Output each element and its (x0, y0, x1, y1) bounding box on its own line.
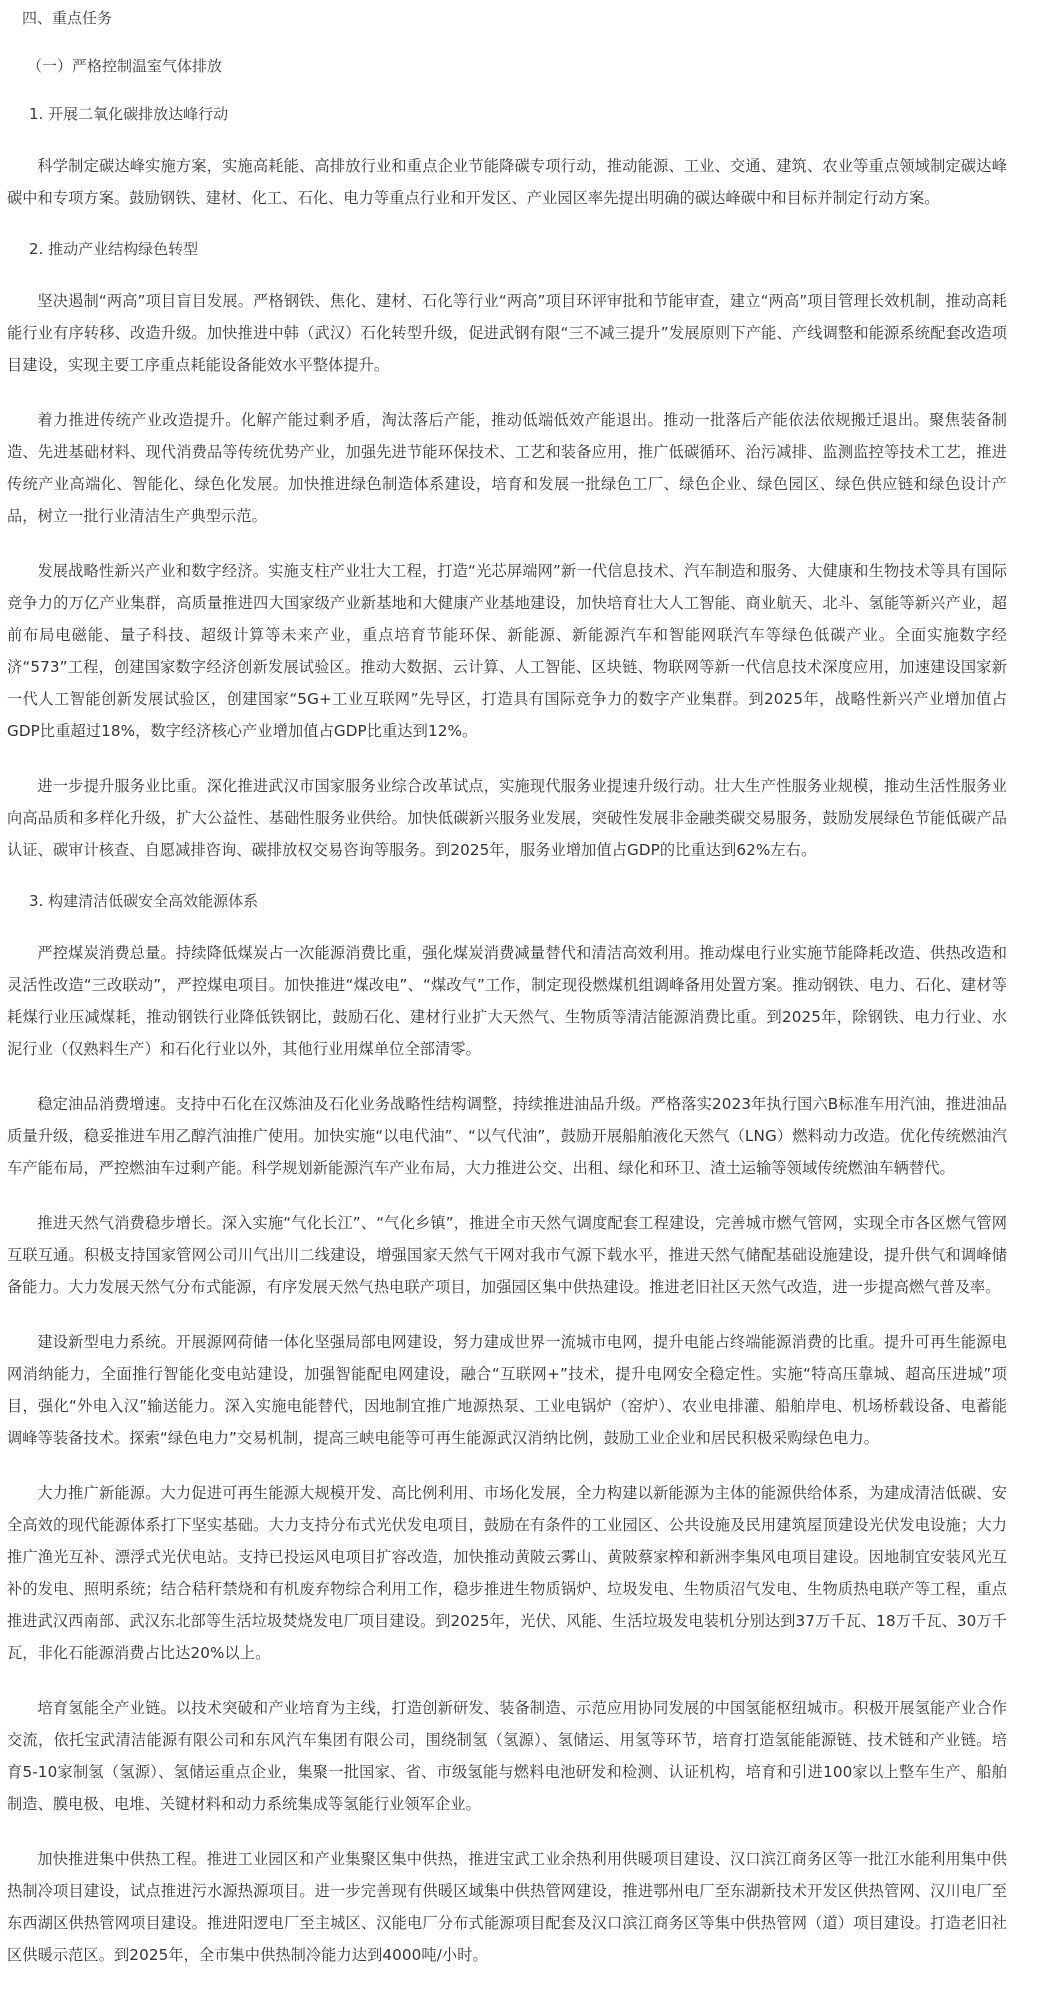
paragraph: 坚决遏制“两高”项目盲目发展。严格钢铁、焦化、建材、石化等行业“两高”项目环评审批和节能审查，建立“两高”项目管理长效机制，推动高耗能行业有序转移、改造升级。加快推进中韩（武汉）石化转型升级，促进武钢有限“三不减三提升”发展原则下产能、产线调整和能源系统配套改造项目建设，实现主要工序重点耗能设备能效水平整体提升。 (7, 292, 1007, 374)
section-title: 四、重点任务 (22, 9, 113, 27)
paragraph: 培育氢能全产业链。以技术突破和产业培育为主线，打造创新研发、装备制造、示范应用协同发展的中国氢能枢纽城市。积极开展氢能产业合作交流，依托宝武清洁能源有限公司和东风汽车集团有限公司，围绕制氢（氢源）、氢储运、用氢等环节，培育打造氢能能源链、技术链和产业链。培育5-10家制氢（氢源）、氢储运重点企业，集聚一批国家、省、市级氢能与燃料电池研发和检测、认证机构，培育和引进100家以上整车生产、船舶制造、膜电极、电堆、关键材料和动力系统集成等氢能行业领军企业。 (7, 1699, 1007, 1813)
item-title-1: 1. 开展二氧化碳排放达峰行动 (29, 105, 229, 123)
item-title-3: 3. 构建清洁低碳安全高效能源体系 (29, 892, 259, 910)
paragraph: 发展战略性新兴产业和数字经济。实施支柱产业壮大工程，打造“光芯屏端网”新一代信息技术、汽车制造和服务、大健康和生物技术等具有国际竞争力的万亿产业集群，高质量推进四大国家级产业新基地和大健康产业基地建设，加快培育壮大人工智能、商业航天、北斗、氢能等新兴产业，超前布局电磁能、量子科技、超级计算等未来产业，重点培育节能环保、新能源、新能源汽车和智能网联汽车等绿色低碳产业。全面实施数字经济“573”工程，创建国家数字经济创新发展试验区。推动大数据、云计算、人工智能、区块链、物联网等新一代信息技术深度应用，加速建设国家新一代人工智能创新发展试验区，创建国家“5G+工业互联网”先导区，打造具有国际竞争力的数字产业集群。到2025年，战略性新兴产业增加值占GDP比重超过18%，数字经济核心产业增加值占GDP比重达到12%。 (7, 562, 1007, 740)
item-title-2: 2. 推动产业结构绿色转型 (29, 240, 199, 258)
paragraph: 严控煤炭消费总量。持续降低煤炭占一次能源消费比重，强化煤炭消费减量替代和清洁高效利用。推动煤电行业实施节能降耗改造、供热改造和灵活性改造“三改联动”，严控煤电项目。加快推进“煤改电”、“煤改气”工作，制定现役燃煤机组调峰备用处置方案。推动钢铁、电力、石化、建材等耗煤行业压减煤耗，推动钢铁行业降低铁钢比，鼓励石化、建材行业扩大天然气、生物质等清洁能源消费比重。到2025年，除钢铁、电力行业、水泥行业（仅熟料生产）和石化行业以外，其他行业用煤单位全部清零。 (7, 944, 1007, 1058)
paragraph: 加快推进集中供热工程。推进工业园区和产业集聚区集中供热，推进宝武工业余热利用供暖项目建设、汉口滨江商务区等一批江水能利用集中供热制冷项目建设，试点推进污水源热源项目。进一步完善现有供暖区域集中供热管网建设，推进鄂州电厂至东湖新技术开发区供热管网、汉川电厂至东西湖区供热管网项目建设。推进阳逻电厂至主城区、汉能电厂分布式能源项目配套及汉口滨江商务区等集中供热管网（道）项目建设。打造老旧社区供暖示范区。到2025年，全市集中供热制冷能力达到4000吨/小时。 (7, 1850, 1007, 1964)
paragraph: 建设新型电力系统。开展源网荷储一体化坚强局部电网建设，努力建成世界一流城市电网，提升电能占终端能源消费的比重。提升可再生能源电网消纳能力，全面推行智能化变电站建设，加强智能配电网建设，融合“互联网+”技术，提升电网安全稳定性。实施“特高压靠城、超高压进城”项目，强化“外电入汉”输送能力。深入实施电能替代，因地制宜推广地源热泵、工业电锅炉（窑炉）、农业电排灌、船舶岸电、机场桥载设备、电蓄能调峰等装备技术。探索“绿色电力”交易机制，提高三峡电能等可再生能源武汉消纳比例，鼓励工业企业和居民积极采购绿色电力。 (7, 1333, 1007, 1447)
paragraph: 稳定油品消费增速。支持中石化在汉炼油及石化业务战略性结构调整，持续推进油品升级。严格落实2023年执行国六B标准车用汽油，推进油品质量升级，稳妥推进车用乙醇汽油推广使用。加快实施“以电代油”、“以气代油”，鼓励开展船舶液化天然气（LNG）燃料动力改造。优化传统燃油汽车产能布局，严控燃油车过剩产能。科学规划新能源汽车产业布局，大力推进公交、出租、绿化和环卫、渣土运输等领域传统燃油车辆替代。 (7, 1095, 1007, 1177)
subsection-title: （一）严格控制温室气体排放 (27, 57, 223, 75)
paragraph: 推进天然气消费稳步增长。深入实施“气化长江”、“气化乡镇”，推进全市天然气调度配套工程建设，完善城市燃气管网，实现全市各区燃气管网互联互通。积极支持国家管网公司川气出川二线建设，增强国家天然气干网对我市气源下载水平，推进天然气储配基础设施建设，提升供气和调峰储备能力。大力发展天然气分布式能源，有序发展天然气热电联产项目，加强园区集中供热建设。推进老旧社区天然气改造，进一步提高燃气普及率。 (7, 1214, 1007, 1296)
paragraph: 科学制定碳达峰实施方案，实施高耗能、高排放行业和重点企业节能降碳专项行动，推动能源、工业、交通、建筑、农业等重点领域制定碳达峰碳中和专项方案。鼓励钢铁、建材、化工、石化、电力等重点行业和开发区、产业园区率先提出明确的碳达峰碳中和目标并制定行动方案。 (7, 157, 1007, 207)
paragraph: 大力推广新能源。大力促进可再生能源大规模开发、高比例利用、市场化发展，全力构建以新能源为主体的能源供给体系，为建成清洁低碳、安全高效的现代能源体系打下坚实基础。大力支持分布式光伏发电项目，鼓励在有条件的工业园区、公共设施及民用建筑屋顶建设光伏发电设施；大力推广渔光互补、漂浮式光伏电站。支持已投运风电项目扩容改造，加快推动黄陂云雾山、黄陂蔡家榨和新洲李集风电项目建设。因地制宜安装风光互补的发电、照明系统；结合秸秆禁烧和有机废弃物综合利用工作，稳步推进生物质锅炉、垃圾发电、生物质沼气发电、生物质热电联产等工程，重点推进武汉西南部、武汉东北部等生活垃圾焚烧发电厂项目建设。到2025年，光伏、风能、生活垃圾发电装机分别达到37万千瓦、18万千瓦、30万千瓦，非化石能源消费占比达20%以上。 (7, 1484, 1007, 1662)
paragraph: 进一步提升服务业比重。深化推进武汉市国家服务业综合改革试点，实施现代服务业提速升级行动。壮大生产性服务业规模，推动生活性服务业向高品质和多样化升级，扩大公益性、基础性服务业供给。加快低碳新兴服务业发展，突破性发展非金融类碳交易服务，鼓励发展绿色节能低碳产品认证、碳审计核查、自愿减排咨询、碳排放权交易咨询等服务。到2025年，服务业增加值占GDP的比重达到62%左右。 (7, 777, 1007, 859)
paragraph: 着力推进传统产业改造提升。化解产能过剩矛盾，淘汰落后产能，推动低端低效产能退出。推动一批落后产能依法依规搬迁退出。聚焦装备制造、先进基础材料、现代消费品等传统优势产业，加强先进节能环保技术、工艺和装备应用，推广低碳循环、治污减排、监测监控等技术工艺，推进传统产业高端化、智能化、绿色化发展。加快推进绿色制造体系建设，培育和发展一批绿色工厂、绿色企业、绿色园区、绿色供应链和绿色设计产品，树立一批行业清洁生产典型示范。 (7, 411, 1007, 525)
